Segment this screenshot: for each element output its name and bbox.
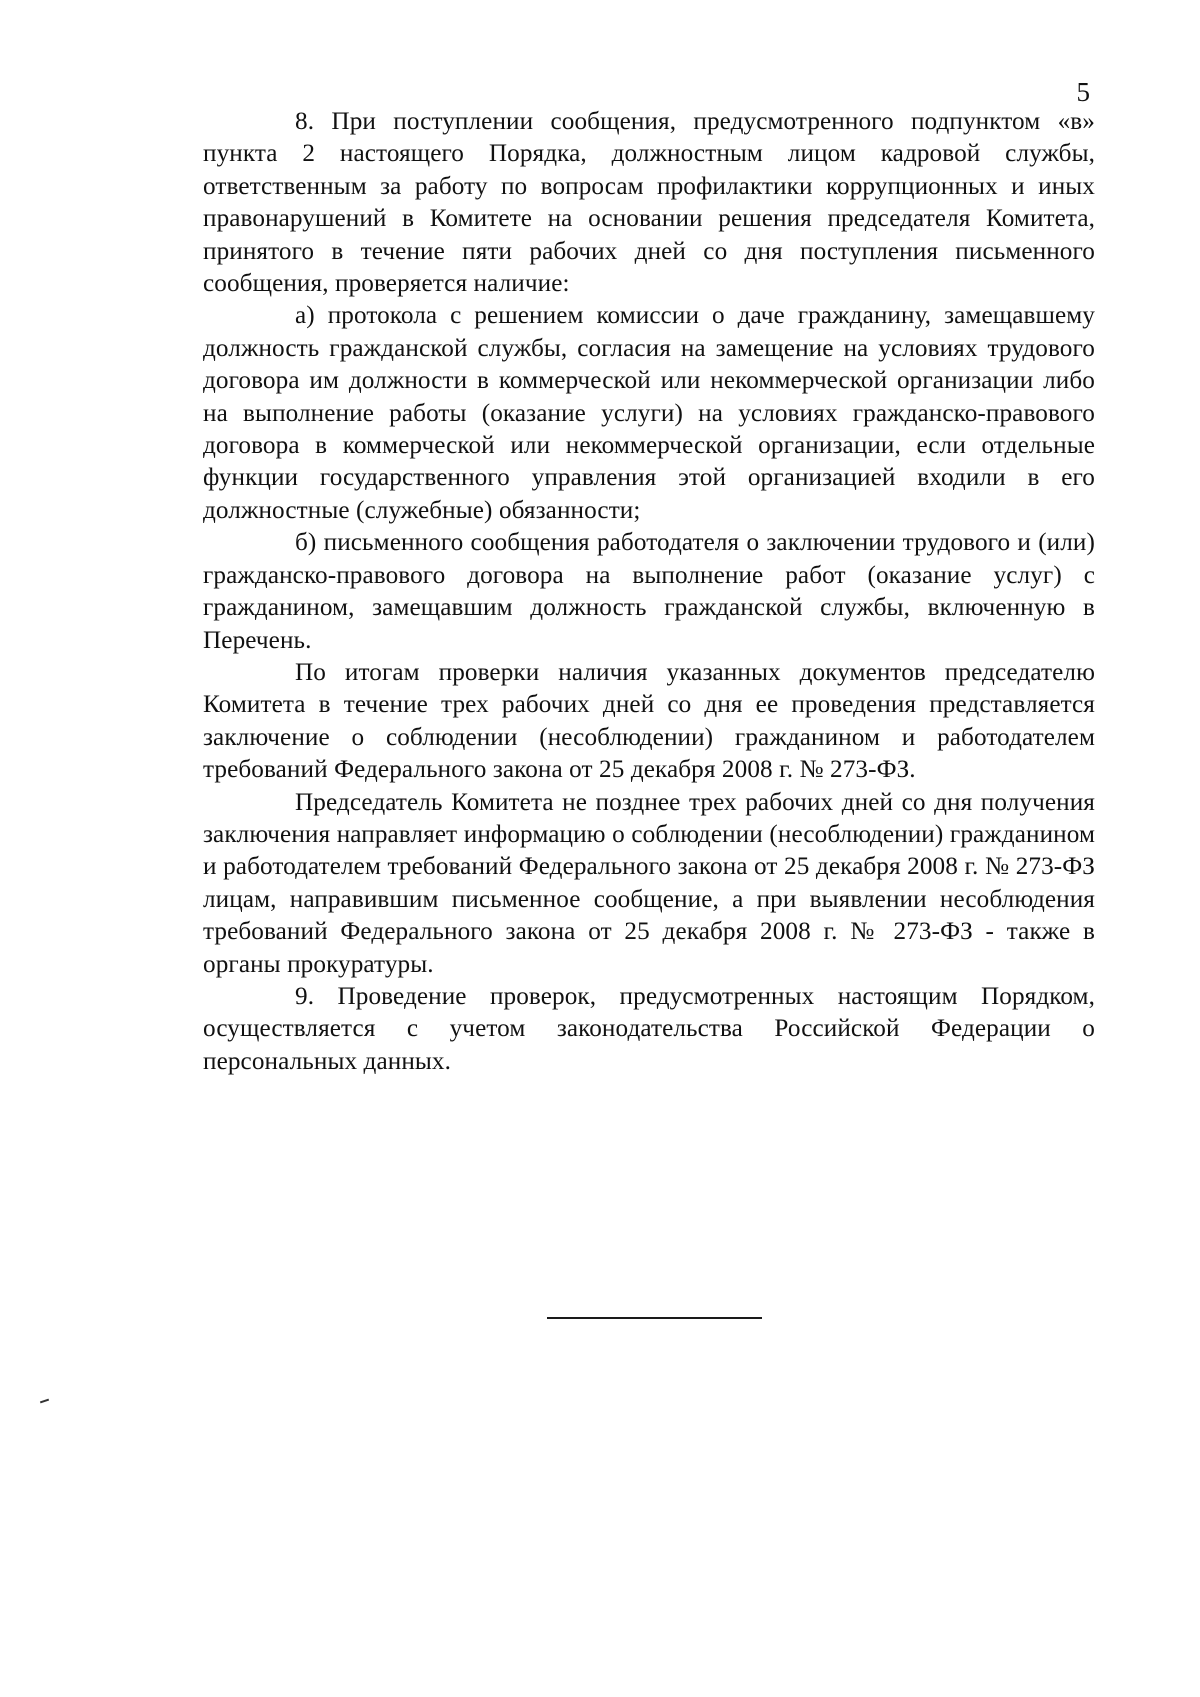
- page-number: 5: [1076, 77, 1090, 107]
- scan-mark: [40, 1399, 49, 1404]
- paragraph-chairman-notice: Председатель Комитета не позднее трех рабочих дней со дня получения заключения направляет информацию о соблюдении (несоблюдении) гражданином и работодателем требований Федерального закона от 25 декабря 2008 г. № 273-ФЗ лицам, направившим письменное сообщение, а при выявлении несоблюдения требований Федерального закона от 25 декабря 2008 г. № 273-ФЗ - также в органы прокуратуры.: [203, 788, 1095, 978]
- document-body: [203, 106, 1095, 1078]
- paragraph-item-8: 8. При поступлении сообщения, предусмотренного подпунктом «в» пункта 2 настоящего Порядка, должностным лицом кадровой службы, ответственным за работу по вопросам профилактики коррупционных и иных правонарушений в Комитете на основании решения председателя Комитета, принятого в течение пяти рабочих дней со дня поступления письменного сообщения, проверяется наличие:: [203, 108, 1095, 298]
- end-of-text-rule: [547, 1317, 762, 1319]
- paragraph-item-9: 9. Проведение проверок, предусмотренных настоящим Порядком, осуществляется с учетом законодательства Российской Федерации о персональных данных.: [203, 982, 1095, 1075]
- paragraph-review-results: По итогам проверки наличия указанных документов председателю Комитета в течение трех рабочих дней со дня ее проведения представляется заключение о соблюдении (несоблюдении) гражданином и работодателем требований Федерального закона от 25 декабря 2008 г. № 273-ФЗ.: [203, 658, 1095, 784]
- paragraph-subitem-b: б) письменного сообщения работодателя о заключении трудового и (или) гражданско-правового договора на выполнение работ (оказание услуг) с гражданином, замещавшим должность гражданской службы, включенную в Перечень.: [203, 529, 1095, 654]
- paragraph-subitem-a: а) протокола с решением комиссии о даче гражданину, замещавшему должность гражданской службы, согласия на замещение на условиях трудового договора им должности в коммерческой или некоммерческой организации либо на выполнение работы (оказание услуги) на условиях гражданско-правового договора в коммерческой или некоммерческой организации, если отдельные функции государственного управления этой организацией входили в его должностные (служебные) обязанности;: [203, 302, 1095, 524]
